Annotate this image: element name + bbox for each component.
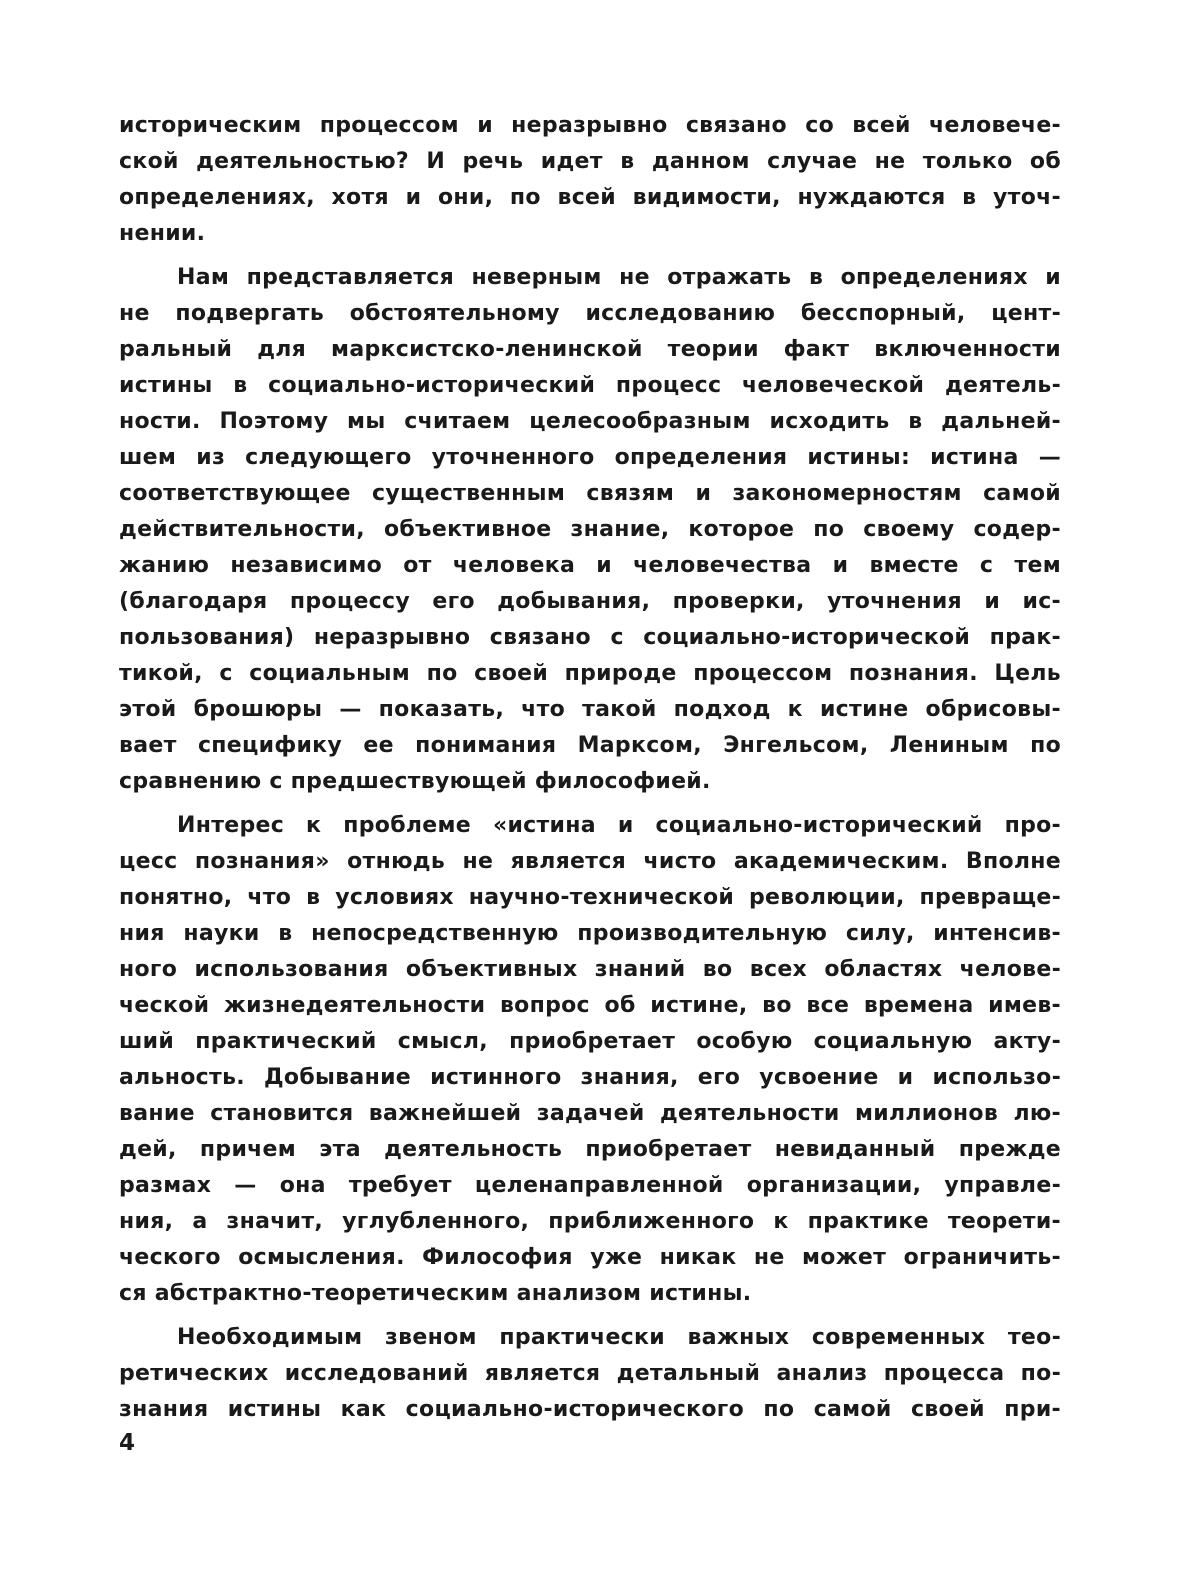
text-line: не подвергать обстоятельному исследованию бесспорный, цент- — [119, 301, 1061, 326]
page-text — [119, 108, 1061, 1428]
text-line: нении. — [119, 221, 206, 246]
page-number: 4 — [119, 1430, 136, 1456]
text-line: ния, а значит, углубленного, приближенного к практике теорети- — [119, 1209, 1061, 1234]
text-line: соответствующее существенным связям и закономерностям самой — [119, 481, 1061, 506]
text-line: Интерес к проблеме «истина и социально-исторический про- — [177, 813, 1061, 838]
text-line: этой брошюры — показать, что такой подход к истине обрисовы- — [119, 697, 1061, 722]
text-line: ческого осмысления. Философия уже никак не может ограничить- — [119, 1245, 1061, 1270]
text-line: ретических исследований является детальный анализ процесса по- — [119, 1361, 1061, 1386]
text-line: ния науки в непосредственную производительную силу, интенсив- — [119, 921, 1061, 946]
text-line: сравнению с предшествующей философией. — [119, 769, 711, 794]
text-line: ской деятельностью? И речь идет в данном случае не только об — [119, 149, 1061, 174]
text-line: вание становится важнейшей задачей деятельности миллионов лю- — [119, 1101, 1061, 1126]
text-line: альность. Добывание истинного знания, его усвоение и использо- — [119, 1065, 1061, 1090]
text-line: ральный для марксистско-ленинской теории факт включенности — [119, 337, 1061, 362]
text-line: (благодаря процессу его добывания, проверки, уточнения и ис- — [119, 589, 1061, 614]
text-line: знания истины как социально-исторического по самой своей при- — [119, 1397, 1061, 1422]
text-line: жанию независимо от человека и человечества и вместе с тем — [119, 553, 1061, 578]
text-line: ческой жизнедеятельности вопрос об истине, во все времена имев- — [119, 993, 1061, 1018]
text-line: Необходимым звеном практически важных современных тео- — [177, 1325, 1061, 1350]
text-line: дей, причем эта деятельность приобретает невиданный прежде — [119, 1137, 1061, 1162]
text-line: цесс познания» отнюдь не является чисто академическим. Вполне — [119, 849, 1061, 874]
text-line: определениях, хотя и они, по всей видимости, нуждаются в уточ- — [119, 185, 1061, 210]
text-line: историческим процессом и неразрывно связано со всей человече- — [119, 113, 1061, 138]
text-line: ности. Поэтому мы считаем целесообразным исходить в дальней- — [119, 409, 1061, 434]
text-line: вает специфику ее понимания Марксом, Энгельсом, Лениным по — [119, 733, 1061, 758]
text-line: действительности, объективное знание, которое по своему содер- — [119, 517, 1061, 542]
text-line: ного использования объективных знаний во всех областях челове- — [119, 957, 1061, 982]
text-line: ший практический смысл, приобретает особую социальную акту- — [119, 1029, 1061, 1054]
text-line: пользования) неразрывно связано с социально-исторической прак- — [119, 625, 1061, 650]
text-line: ся абстрактно-теоретическим анализом истины. — [119, 1281, 752, 1306]
text-line: Нам представляется неверным не отражать в определениях и — [177, 265, 1061, 290]
text-line: понятно, что в условиях научно-технической революции, превраще- — [119, 885, 1061, 910]
text-line: истины в социально-исторический процесс человеческой деятель- — [119, 373, 1061, 398]
text-line: шем из следующего уточненного определения истины: истина — — [119, 445, 1061, 470]
text-line: размах — она требует целенаправленной организации, управле- — [119, 1173, 1061, 1198]
text-line: тикой, с социальным по своей природе процессом познания. Цель — [119, 661, 1061, 686]
